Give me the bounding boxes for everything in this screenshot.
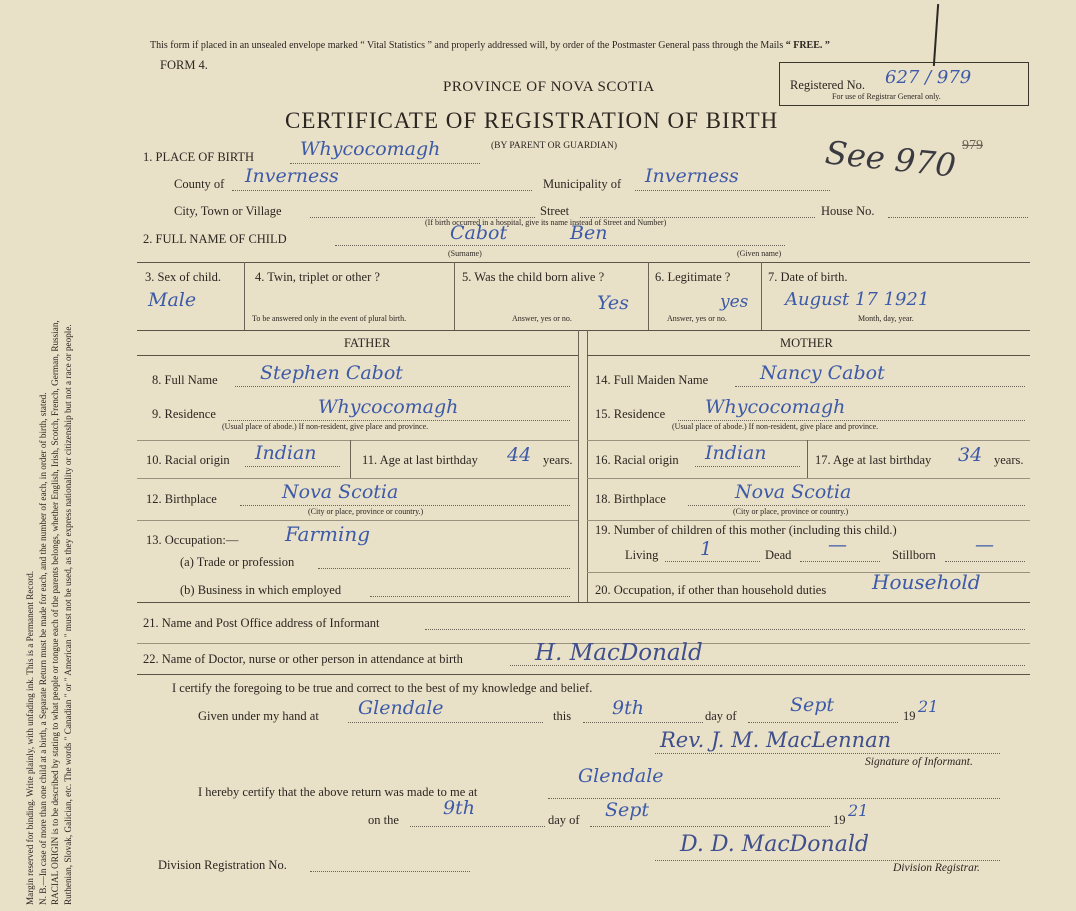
father-birthplace-label: 12. Birthplace: [146, 492, 217, 506]
mother-children-label: 19. Number of children of this mother (including this child.): [595, 523, 897, 537]
father-birthplace-line: [240, 505, 570, 506]
father-residence-line: [228, 420, 570, 421]
twin-label: 4. Twin, triplet or other ?: [255, 270, 380, 284]
father-racial-value: Indian: [255, 442, 317, 464]
informant-line: [425, 629, 1025, 630]
registrar-day-value: 9th: [443, 797, 475, 819]
pencil-stroke: [933, 4, 939, 66]
place-of-birth-value: Whycocomagh: [300, 138, 441, 160]
year-prefix: 19: [903, 709, 916, 723]
certify-day-value: 9th: [612, 697, 644, 719]
row3-div-3: [648, 262, 649, 330]
dead-value: —: [828, 534, 847, 556]
row3-div-1: [244, 262, 245, 330]
legitimate-value: yes: [720, 292, 749, 312]
registrar-year-value: 21: [848, 801, 869, 820]
alive-value: Yes: [597, 292, 629, 314]
side-note-3: RACIAL ORIGIN is to be described by stating to what people or tongue each of the parents belongs, whether English, Irish, Scotch, French, German, Russian,: [50, 320, 60, 905]
father-racial-div: [350, 440, 351, 478]
living-label: Living: [625, 548, 659, 562]
father-trade-label: (a) Trade or profession: [180, 555, 295, 569]
postal-note: [150, 40, 830, 51]
mother-age-value: 34: [958, 444, 983, 466]
mother-rule-1: [587, 440, 1030, 441]
father-racial-label: 10. Racial origin: [146, 453, 230, 467]
father-rule-3: [137, 520, 578, 521]
child-surname: Cabot: [450, 222, 508, 244]
dob-caption: Month, day, year.: [858, 314, 914, 323]
mother-rule-3: [587, 520, 1030, 521]
living-value: 1: [700, 538, 713, 560]
registered-number: 627 / 979: [885, 67, 972, 88]
certify-month-value: Sept: [790, 694, 835, 716]
row3-top-rule: [137, 262, 1030, 263]
side-note-2: N. B.—In case of more than one child at a birth, a Separate Return must be made for each, and the number of each, in order of birth, stated.: [37, 392, 48, 905]
mother-birthplace-label: 18. Birthplace: [595, 492, 666, 506]
postal-note-text: This form if placed in an unsealed envelope marked “ Vital Statistics ” and properly addressed will, by order of the Postmaster General pass through the Mails: [150, 40, 786, 51]
postal-note-free: “ FREE. ”: [785, 40, 830, 51]
stillborn-value: —: [975, 534, 994, 556]
day-of-label: day of: [705, 709, 737, 723]
mother-racial-div: [807, 440, 808, 478]
child-name-line: [335, 245, 785, 246]
child-name-label: 2. FULL NAME OF CHILD: [143, 232, 287, 246]
mother-residence-value: Whycocomagh: [705, 396, 846, 418]
given-caption: (Given name): [737, 249, 782, 258]
place-line: [290, 163, 480, 164]
division-registration-line: [310, 871, 470, 872]
surname-caption: (Surname): [448, 249, 482, 258]
mother-racial-value: Indian: [705, 442, 767, 464]
father-name-value: Stephen Cabot: [260, 362, 403, 384]
side-note-4: Ruthenian, Slovak, Galician, etc. The words " Canadian " or " American " must not be used, as they express nationality or citizenship but not a race or people.: [62, 324, 73, 905]
twin-note: To be answered only in the event of plural birth.: [252, 314, 407, 323]
division-registration-label: Division Registration No.: [158, 858, 287, 872]
registrar-year-prefix: 19: [833, 813, 846, 827]
side-note-1: Margin reserved for binding. Write plainly, with unfading ink. This is a Permanent Record.: [25, 570, 35, 905]
father-business-line: [370, 596, 570, 597]
registrar-signature-line: [655, 860, 1000, 861]
registrar-note: For use of Registrar General only.: [832, 92, 941, 101]
father-business-label: (b) Business in which employed: [180, 583, 342, 597]
mother-birthplace-line: [688, 505, 1025, 506]
mother-heading: MOTHER: [780, 336, 833, 350]
this-label: this: [553, 709, 572, 723]
registrar-place-value: Glendale: [578, 765, 664, 787]
legitimate-label: 6. Legitimate ?: [655, 270, 731, 284]
father-heading: FATHER: [344, 336, 391, 350]
certificate-title: CERTIFICATE OF REGISTRATION OF BIRTH: [285, 108, 779, 133]
parents-divider-left: [578, 330, 579, 602]
doctor-value: H. MacDonald: [535, 640, 703, 666]
informant-label: 21. Name and Post Office address of Informant: [143, 616, 380, 630]
dead-line: [800, 561, 880, 562]
informant-signature-caption: Signature of Informant.: [865, 756, 973, 768]
municipality-label: Municipality of: [543, 177, 622, 191]
mother-residence-label: 15. Residence: [595, 407, 666, 421]
registrar-certify-label: I hereby certify that the above return was made to me at: [198, 785, 478, 799]
father-heading-rule: [137, 355, 578, 356]
on-the-label: on the: [368, 813, 399, 827]
mother-heading-rule: [587, 355, 1030, 356]
father-rule-2: [137, 478, 578, 479]
certificate-subtitle: (BY PARENT OR GUARDIAN): [491, 141, 618, 151]
dob-value: August 17 1921: [785, 289, 930, 310]
alive-caption: Answer, yes or no.: [512, 314, 572, 323]
mother-racial-label: 16. Racial origin: [595, 453, 679, 467]
mother-name-line: [735, 386, 1025, 387]
father-rule-1: [137, 440, 578, 441]
month-line: [748, 722, 898, 723]
mother-rule-2: [587, 478, 1030, 479]
parents-divider-right: [587, 330, 588, 602]
registered-label: Registered No.: [790, 78, 865, 92]
father-occupation-value: Farming: [285, 522, 371, 546]
father-age-value: 44: [507, 444, 532, 466]
house-line: [888, 217, 1028, 218]
mother-years: years.: [994, 453, 1024, 467]
county-line: [232, 190, 532, 191]
given-under-label: Given under my hand at: [198, 709, 319, 723]
given-place-line: [348, 722, 543, 723]
mother-birthplace-caption: (City or place, province or country.): [733, 507, 849, 516]
row3-div-2: [454, 262, 455, 330]
child-given-name: Ben: [570, 222, 608, 244]
mother-residence-caption: (Usual place of abode.) If non-resident, give place and province.: [672, 422, 879, 431]
father-racial-line: [245, 466, 340, 467]
informant-signature-line: [655, 753, 1000, 754]
province-heading: PROVINCE OF NOVA SCOTIA: [443, 79, 655, 95]
father-residence-value: Whycocomagh: [318, 396, 459, 418]
day-line: [583, 722, 703, 723]
dob-label: 7. Date of birth.: [768, 270, 848, 284]
registrar-day-line: [410, 826, 545, 827]
informant-signature: Rev. J. M. MacLennan: [660, 728, 892, 752]
mother-occupation-value: Household: [872, 570, 981, 594]
registrar-month-line: [590, 826, 830, 827]
county-value: Inverness: [245, 165, 339, 187]
mother-age-label: 17. Age at last birthday: [815, 453, 932, 467]
mother-name-value: Nancy Cabot: [760, 362, 885, 384]
parents-bottom-rule: [137, 602, 1030, 603]
father-occupation-label: 13. Occupation:—: [146, 533, 239, 547]
father-trade-line: [318, 568, 570, 569]
struck-number: 979: [962, 138, 983, 153]
certify-statement: I certify the foregoing to be true and correct to the best of my knowledge and belief.: [172, 681, 593, 695]
row3-bottom-rule: [137, 330, 1030, 331]
registrar-signature-caption: Division Registrar.: [893, 862, 980, 874]
mother-name-label: 14. Full Maiden Name: [595, 373, 709, 387]
living-line: [665, 561, 760, 562]
city-label: City, Town or Village: [174, 204, 282, 218]
stillborn-label: Stillborn: [892, 548, 936, 562]
mother-birthplace-value: Nova Scotia: [735, 481, 852, 503]
certify-year-value: 21: [918, 697, 939, 716]
mother-occupation-label: 20. Occupation, if other than household duties: [595, 583, 827, 597]
street-label: Street: [540, 204, 570, 218]
row3-div-4: [761, 262, 762, 330]
mother-residence-line: [678, 420, 1025, 421]
doctor-rule: [137, 674, 1030, 675]
house-label: House No.: [821, 204, 875, 218]
sex-value: Male: [148, 289, 197, 311]
father-name-label: 8. Full Name: [152, 373, 218, 387]
father-age-label: 11. Age at last birthday: [362, 453, 478, 467]
father-name-line: [235, 386, 570, 387]
registrar-month-value: Sept: [605, 799, 650, 821]
hospital-note: (If birth occurred in a hospital, give its name instead of Street and Number): [425, 218, 667, 227]
father-birthplace-value: Nova Scotia: [282, 481, 399, 503]
municipality-line: [635, 190, 830, 191]
given-place-value: Glendale: [358, 697, 444, 719]
registrar-day-of-label: day of: [548, 813, 580, 827]
side-margin-notes: [24, 0, 134, 911]
sex-label: 3. Sex of child.: [145, 270, 222, 284]
dead-label: Dead: [765, 548, 792, 562]
father-birthplace-caption: (City or place, province or country.): [308, 507, 424, 516]
form-number: FORM 4.: [160, 58, 208, 72]
see-note: See 970: [823, 133, 958, 185]
alive-label: 5. Was the child born alive ?: [462, 270, 605, 284]
mother-racial-line: [695, 466, 800, 467]
father-years: years.: [543, 453, 573, 467]
registrar-signature: D. D. MacDonald: [680, 832, 869, 857]
legitimate-caption: Answer, yes or no.: [667, 314, 727, 323]
place-of-birth-label: 1. PLACE OF BIRTH: [143, 150, 255, 164]
father-residence-label: 9. Residence: [152, 407, 216, 421]
father-residence-caption: (Usual place of abode.) If non-resident, give place and province.: [222, 422, 429, 431]
stillborn-line: [945, 561, 1025, 562]
municipality-value: Inverness: [645, 165, 739, 187]
doctor-label: 22. Name of Doctor, nurse or other person in attendance at birth: [143, 652, 463, 666]
county-label: County of: [174, 177, 225, 191]
